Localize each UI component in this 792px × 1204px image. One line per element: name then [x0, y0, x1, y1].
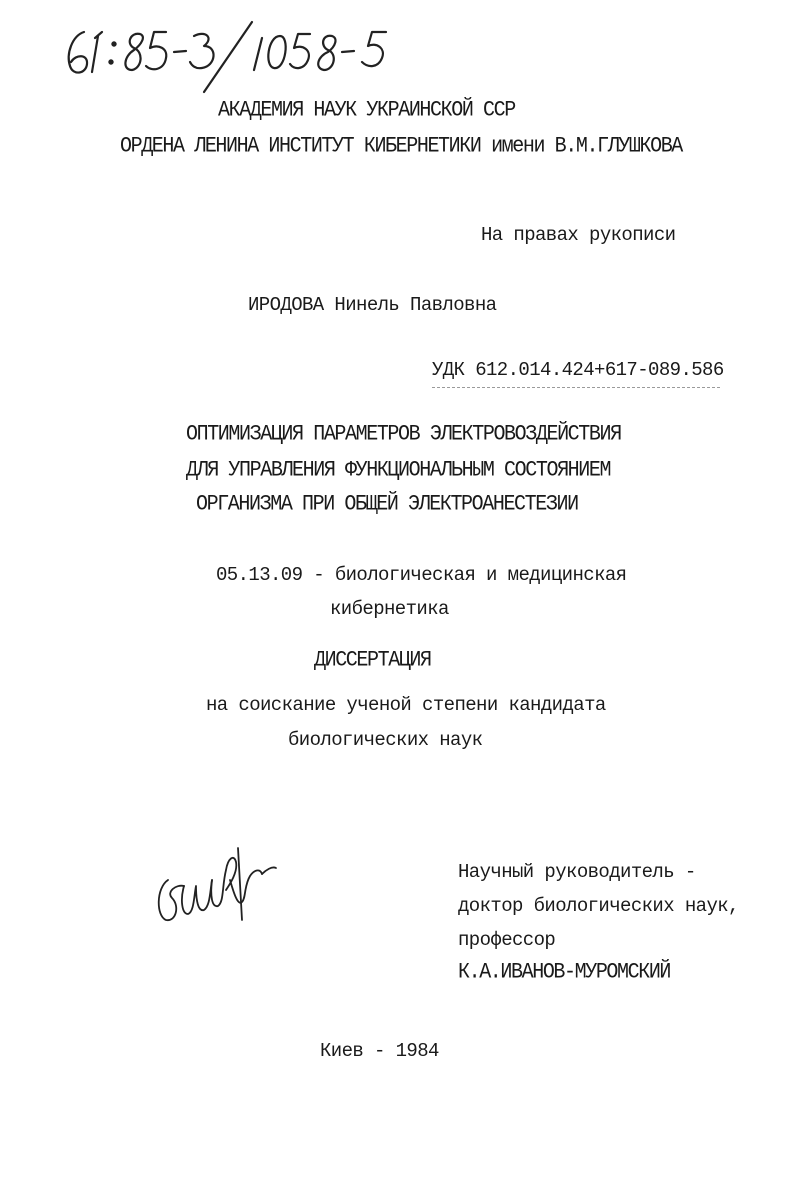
specialty-line-2: кибернетика [330, 598, 449, 620]
title-line-2: ДЛЯ УПРАВЛЕНИЯ ФУНКЦИОНАЛЬНЫМ СОСТОЯНИЕМ [186, 457, 611, 484]
author-name: ИРОДОВА Нинель Павловна [248, 294, 497, 316]
document-type: ДИССЕРТАЦИЯ [314, 647, 431, 674]
institute-name: ОРДЕНА ЛЕНИНА ИНСТИТУТ КИБЕРНЕТИКИ имени В.М.ГЛУШКОВА [120, 133, 682, 160]
degree-line-1: на соискание ученой степени кандидата [206, 694, 606, 716]
supervisor-role: Научный руководитель - [458, 861, 696, 883]
udk-code: УДК 612.014.424+617-089.586 [432, 359, 724, 381]
specialty-line-1: 05.13.09 - биологическая и медицинская [216, 564, 627, 586]
academy-name: АКАДЕМИЯ НАУК УКРАИНСКОЙ ССР [218, 97, 515, 124]
udk-underline [432, 387, 720, 388]
manuscript-note: На правах рукописи [481, 224, 676, 246]
place-and-year: Киев - 1984 [320, 1040, 439, 1062]
supervisor-degree: доктор биологических наук, [458, 895, 739, 917]
title-line-1: ОПТИМИЗАЦИЯ ПАРАМЕТРОВ ЭЛЕКТРОВОЗДЕЙСТВИЯ [186, 421, 621, 448]
degree-line-2: биологических наук [288, 729, 483, 751]
title-line-3: ОРГАНИЗМА ПРИ ОБЩЕЙ ЭЛЕКТРОАНЕСТЕЗИИ [196, 491, 578, 518]
handwritten-archive-code [62, 14, 392, 94]
author-signature [150, 840, 280, 930]
supervisor-title: профессор [458, 929, 556, 951]
supervisor-name: К.А.ИВАНОВ-МУРОМСКИЙ [458, 959, 671, 986]
